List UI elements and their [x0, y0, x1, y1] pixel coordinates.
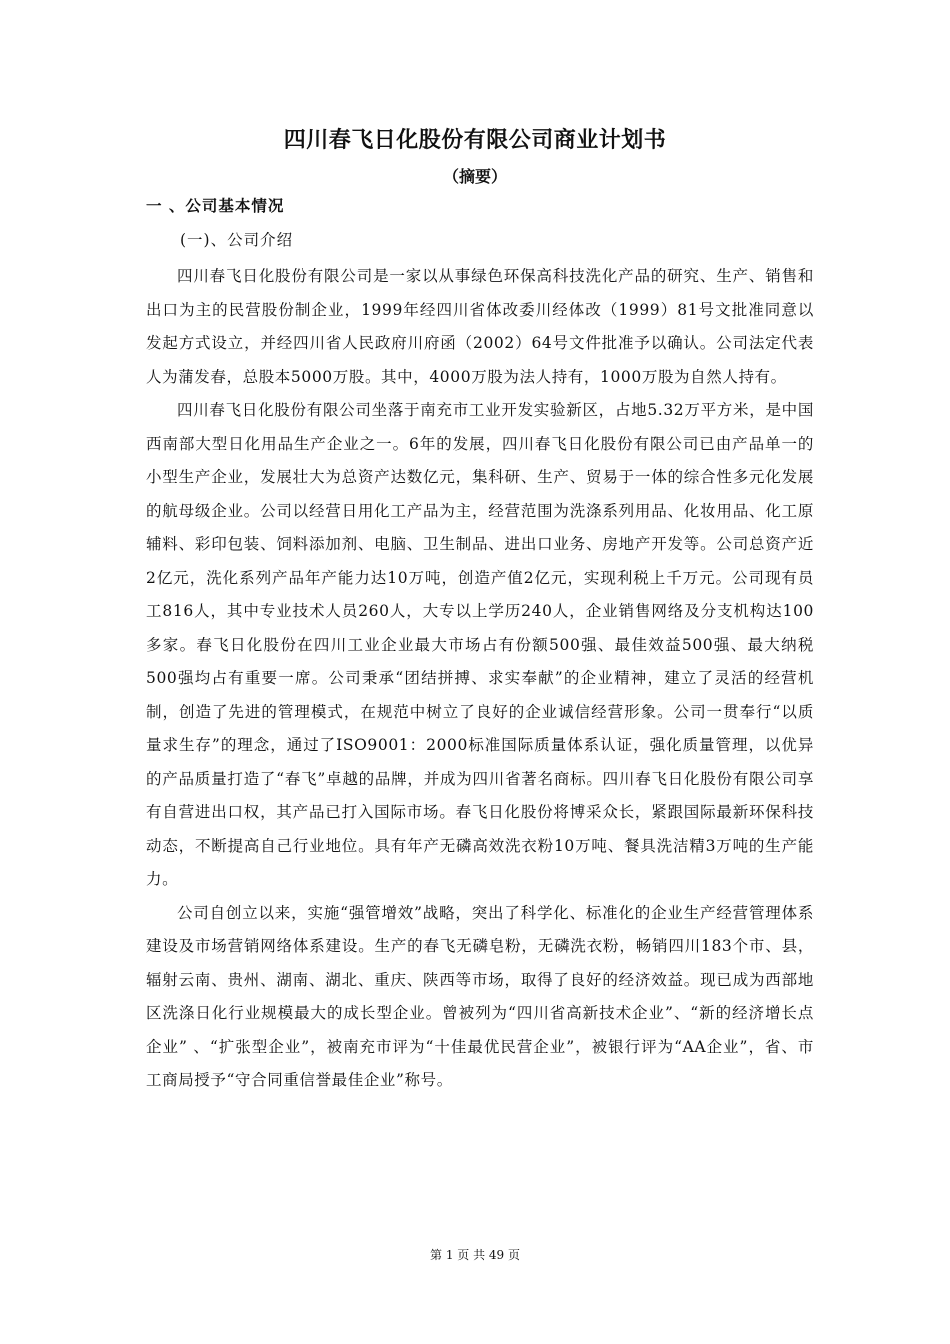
document-title: 四川春飞日化股份有限公司商业计划书: [283, 128, 667, 153]
body-text: [146, 260, 814, 1098]
subsection-heading: (一)、公司介绍: [180, 231, 294, 249]
paragraph-company-profile: 四川春飞日化股份有限公司是一家以从事绿色环保高科技洗化产品的研究、生产、销售和出口为主的民营股份制企业，1999年经四川省体改委川经体改（1999）81号文批准同意以发起方式设立，并经四川省人民政府川府函（2002）64号文件批准予以确认。公司法定代表人为蒲发春，总股本5000万股。其中，4000万股为法人持有，1000万股为自然人持有。: [146, 267, 814, 386]
paragraph-company-strategy: 公司自创立以来，实施“强管增效”战略，突出了科学化、标准化的企业生产经营管理体系建设及市场营销网络体系建设。生产的春飞无磷皂粉，无磷洗衣粉，畅销四川183个市、县，辐射云南、贵州、湖南、湖北、重庆、陕西等市场，取得了良好的经济效益。现已成为西部地区洗涤日化行业规模最大的成长型企业。曾被列为“四川省高新技术企业”、“新的经济增长点企业” 、“扩张型企业”，被南充市评为“十佳最优民营企业”，被银行评为“AA企业”，省、市工商局授予“守合同重信誉最佳企业”称号。: [146, 903, 814, 1089]
document-subtitle: （摘要）: [442, 167, 507, 186]
page-footer: 第 1 页 共 49 页: [430, 1248, 520, 1262]
paragraph-company-scale: 四川春飞日化股份有限公司坐落于南充市工业开发实验新区，占地5.32万平方米，是中国西南部大型日化用品生产企业之一。6年的发展，四川春飞日化股份有限公司已由产品单一的小型生产企业，发展壮大为总资产达数亿元，集科研、生产、贸易于一体的综合性多元化发展的航母级企业。公司以经营日用化工产品为主，经营范围为洗涤系列用品、化妆用品、化工原辅料、彩印包装、饲料添加剂、电脑、卫生制品、进出口业务、房地产开发等。公司总资产近2亿元，洗化系列产品年产能力达10万吨，创造产值2亿元，实现利税上千万元。公司现有员工816人，其中专业技术人员260人，大专以上学历240人，企业销售网络及分支机构达100多家。春飞日化股份在四川工业企业最大市场占有份额500强、最佳效益500强、最大纳税500强均占有重要一席。公司秉承“团结拼搏、求实奉献”的企业精神，建立了灵活的经营机制，创造了先进的管理模式，在规范中树立了良好的企业诚信经营形象。公司一贯奉行“以质量求生存”的理念，通过了ISO9001：2000标准国际质量体系认证，强化质量管理，以优异的产品质量打造了“春飞”卓越的品牌，并成为四川省著名商标。四川春飞日化股份有限公司享有自营进出口权，其产品已打入国际市场。春飞日化股份将博采众长，紧跟国际最新环保科技动态，不断提高自己行业地位。具有年产无磷高效洗衣粉10万吨、餐具洗洁精3万吨的生产能力。: [146, 401, 814, 888]
section-heading: 一 、公司基本情况: [146, 197, 285, 215]
